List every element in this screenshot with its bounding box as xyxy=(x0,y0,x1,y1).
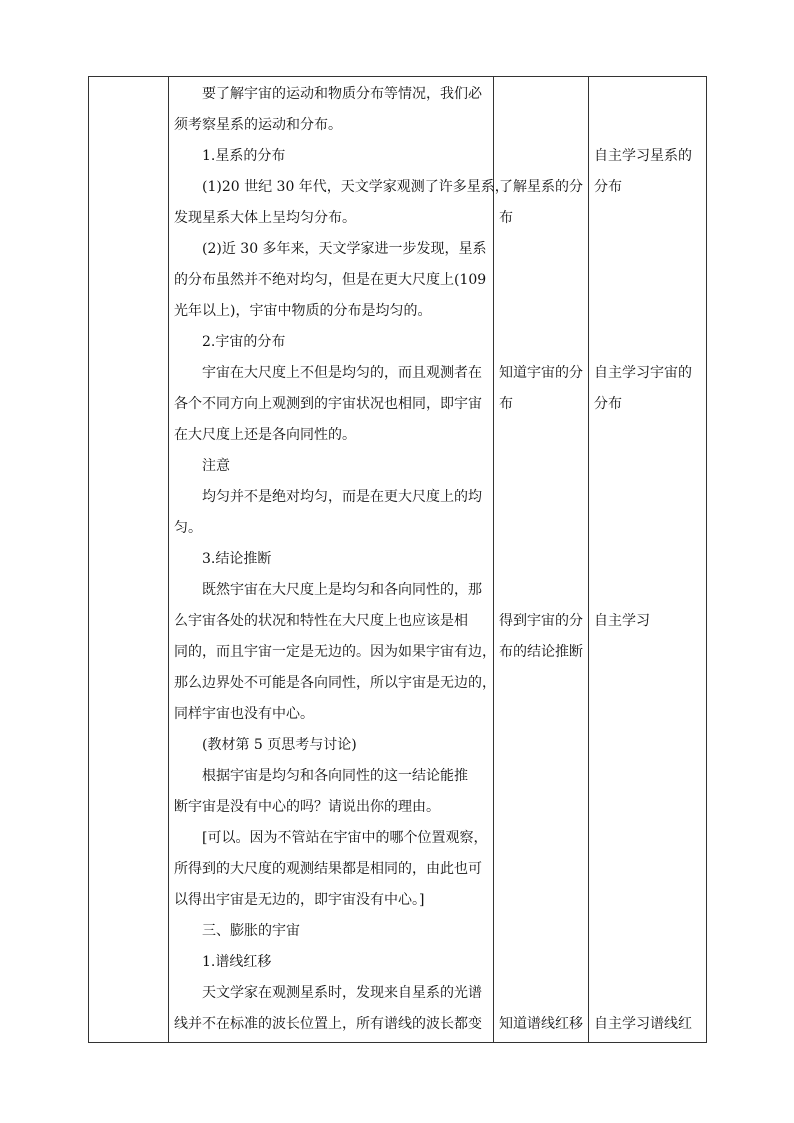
content-line: 同的，而且宇宙一定是无边的。因为如果宇宙有边， xyxy=(174,644,496,660)
method-line: 分布 xyxy=(594,396,622,412)
section-heading: 1.谱线红移 xyxy=(202,954,272,970)
content-line: 匀。 xyxy=(174,520,202,536)
content-line: 宇宙在大尺度上不但是均匀的，而且观测者在 xyxy=(202,365,482,381)
method-line: 分布 xyxy=(594,179,622,195)
content-column xyxy=(174,77,509,1042)
content-line: 既然宇宙在大尺度上是均匀和各向同性的，那 xyxy=(202,582,482,598)
lesson-table xyxy=(88,76,707,1043)
content-line: 断宇宙是没有中心的吗？请说出你的理由。 xyxy=(174,799,440,815)
goals-column xyxy=(499,77,587,1042)
content-line: 根据宇宙是均匀和各向同性的这一结论能推 xyxy=(202,768,468,784)
content-line: 在大尺度上还是各向同性的。 xyxy=(174,427,356,443)
goal-line: 布的结论推断 xyxy=(499,644,583,660)
content-line: (1)20 世纪 30 年代，天文学家观测了许多星系， xyxy=(202,179,509,195)
content-line: 天文学家在观测星系时，发现来自星系的光谱 xyxy=(202,985,482,1001)
method-line: 自主学习宇宙的 xyxy=(594,365,692,381)
content-line: 发现星系大体上呈均匀分布。 xyxy=(174,210,356,226)
content-line: 各个不同方向上观测到的宇宙状况也相同，即宇宙 xyxy=(174,396,482,412)
content-line: (2)近 30 多年来，天文学家进一步发现，星系 xyxy=(202,241,487,257)
goal-line: 布 xyxy=(499,210,513,226)
goal-line: 了解星系的分 xyxy=(499,179,583,195)
method-line: 自主学习 xyxy=(594,613,650,629)
content-line: (教材第 5 页思考与讨论) xyxy=(202,737,357,753)
method-line: 自主学习谱线红 xyxy=(594,1016,692,1032)
section-heading: 2.宇宙的分布 xyxy=(202,334,286,350)
section-heading: 3.结论推断 xyxy=(202,551,272,567)
content-line: 所得到的大尺度的观测结果都是相同的，由此也可 xyxy=(174,861,482,877)
content-line: 须考察星系的运动和分布。 xyxy=(174,117,342,133)
section-heading: 三、膨胀的宇宙 xyxy=(202,923,300,939)
section-heading: 1.星系的分布 xyxy=(202,148,286,164)
methods-column xyxy=(594,77,706,1042)
content-line: 么宇宙各处的状况和特性在大尺度上也应该是相 xyxy=(174,613,468,629)
content-line: 光年以上)，宇宙中物质的分布是均匀的。 xyxy=(174,303,432,319)
goal-line: 布 xyxy=(499,396,513,412)
goal-line: 得到宇宙的分 xyxy=(499,613,583,629)
goal-line: 知道谱线红移 xyxy=(499,1016,583,1032)
content-line: 那么边界处不可能是各向同性，所以宇宙是无边的， xyxy=(174,675,496,691)
content-line: 要了解宇宙的运动和物质分布等情况，我们必 xyxy=(202,86,482,102)
column-divider xyxy=(493,77,494,1042)
column-divider xyxy=(588,77,589,1042)
column-divider xyxy=(168,77,169,1042)
content-line: [可以。因为不管站在宇宙中的哪个位置观察， xyxy=(202,830,488,846)
note-heading: 注意 xyxy=(202,458,230,474)
empty-column xyxy=(89,77,168,1042)
method-line: 自主学习星系的 xyxy=(594,148,692,164)
goal-line: 知道宇宙的分 xyxy=(499,365,583,381)
content-line: 同样宇宙也没有中心。 xyxy=(174,706,314,722)
content-line: 以得出宇宙是无边的，即宇宙没有中心。] xyxy=(174,892,425,908)
content-line: 的分布虽然并不绝对均匀，但是在更大尺度上(109 xyxy=(174,272,487,288)
content-line: 均匀并不是绝对均匀，而是在更大尺度上的均 xyxy=(202,489,482,505)
content-line: 线并不在标准的波长位置上，所有谱线的波长都变 xyxy=(174,1016,482,1032)
